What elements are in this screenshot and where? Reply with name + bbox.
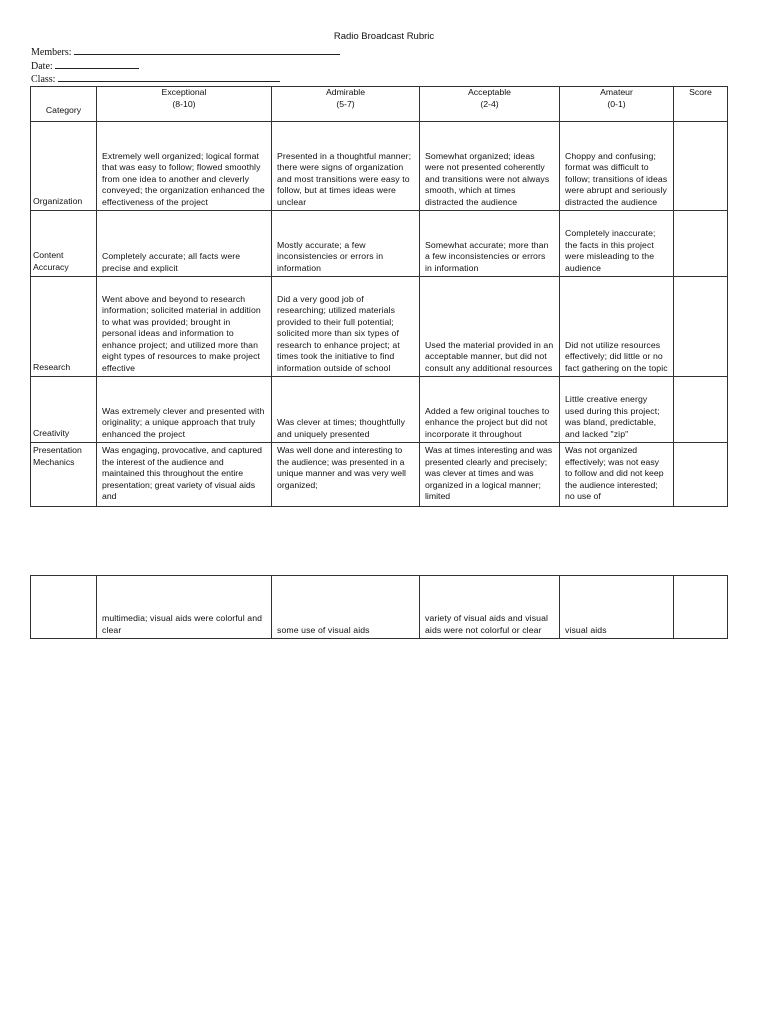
score-cell[interactable] [674, 211, 728, 277]
level-name: Amateur [600, 87, 633, 97]
criteria-cell: Somewhat accurate; more than a few inconsistencies or errors in information [420, 211, 560, 277]
level-range: (5-7) [336, 98, 355, 109]
criteria-cell: Was extremely clever and presented with originality; a unique approach that truly enhanced the project [97, 377, 272, 443]
table-row-presentation-mechanics [31, 443, 728, 507]
category-cell: Content Accuracy [31, 211, 97, 277]
category-cell: Presentation Mechanics [31, 443, 97, 507]
criteria-cell: Little creative energy used during this project; was bland, predictable, and lacked "zip" [560, 377, 674, 443]
level-header-exceptional [97, 87, 272, 122]
score-cell[interactable] [674, 122, 728, 211]
criteria-cell: Was well done and interesting to the audience; was presented in a unique manner and was very well organized; [272, 443, 420, 507]
table-row-continuation [31, 576, 728, 639]
criteria-cell: multimedia; visual aids were colorful and clear [97, 576, 272, 639]
score-cell[interactable] [674, 443, 728, 507]
level-header-admirable [272, 87, 420, 122]
category-cell: Research [31, 277, 97, 377]
criteria-cell: Somewhat organized; ideas were not presented coherently and transitions were not always smooth, which at times distracted the audience [420, 122, 560, 211]
category-cell [31, 576, 97, 639]
header-fields [31, 46, 340, 87]
criteria-cell: Added a few original touches to enhance the project but did not incorporate it throughout [420, 377, 560, 443]
score-header: Score [674, 87, 728, 122]
table-row-research [31, 277, 728, 377]
level-name: Exceptional [161, 87, 207, 97]
level-range: (0-1) [607, 98, 626, 109]
class-field [31, 73, 340, 87]
level-range: (8-10) [172, 98, 196, 109]
criteria-cell: Presented in a thoughtful manner; there were signs of organization and most transitions were easy to follow, but at times ideas were unclear [272, 122, 420, 211]
criteria-cell: Was engaging, provocative, and captured the interest of the audience and maintained this throughout the entire presentation; great variety of visual aids and [97, 443, 272, 507]
date-label: Date: [31, 60, 53, 72]
level-range: (2-4) [480, 98, 499, 109]
criteria-cell: Was clever at times; thoughtfully and uniquely presented [272, 377, 420, 443]
criteria-cell: Used the material provided in an acceptable manner, but did not consult any additional resources [420, 277, 560, 377]
criteria-cell: Was at times interesting and was presented clearly and precisely; was clever at times and was organized in a logical manner; limited [420, 443, 560, 507]
class-label: Class: [31, 74, 56, 85]
category-cell: Creativity [31, 377, 97, 443]
category-cell: Organization [31, 122, 97, 211]
level-header-acceptable [420, 87, 560, 122]
level-name: Admirable [325, 87, 366, 97]
date-field [31, 60, 340, 74]
criteria-cell: Completely inaccurate; the facts in this project were misleading to the audience [560, 211, 674, 277]
criteria-cell: Did not utilize resources effectively; did little or no fact gathering on the topic [560, 277, 674, 377]
criteria-cell: Mostly accurate; a few inconsistencies or errors in information [272, 211, 420, 277]
score-cell[interactable] [674, 277, 728, 377]
criteria-cell: Completely accurate; all facts were precise and explicit [97, 211, 272, 277]
rubric-table-continuation [30, 575, 728, 639]
score-cell[interactable] [674, 576, 728, 639]
criteria-cell: visual aids [560, 576, 674, 639]
rubric-table [30, 86, 728, 507]
members-field [31, 46, 340, 60]
score-cell[interactable] [674, 377, 728, 443]
members-input-line[interactable] [74, 46, 340, 55]
table-row-content-accuracy [31, 211, 728, 277]
date-input-line[interactable] [55, 60, 139, 69]
criteria-cell: Choppy and confusing; format was difficult to follow; transitions of ideas were abrupt and seriously distracted the audience [560, 122, 674, 211]
criteria-cell: variety of visual aids and visual aids were not colorful or clear [420, 576, 560, 639]
table-row-creativity [31, 377, 728, 443]
criteria-cell: Did a very good job of researching; utilized materials provided to their full potential; solicited more than six types of research to enhance project; at times took the initiative to find information outside of school [272, 277, 420, 377]
criteria-cell: Went above and beyond to research information; solicited material in addition to what was provided; brought in personal ideas and information to enhance project; and utilized more than eight types of resources to make project effective [97, 277, 272, 377]
level-header-amateur [560, 87, 674, 122]
document-title: Radio Broadcast Rubric [333, 31, 435, 42]
header-row [31, 87, 728, 122]
table-row-organization [31, 122, 728, 211]
members-label: Members: [31, 47, 72, 58]
category-header: Category [31, 87, 97, 122]
criteria-cell: some use of visual aids [272, 576, 420, 639]
criteria-cell: Extremely well organized; logical format that was easy to follow; flowed smoothly from one idea to another and cleverly conveyed; the organization enhanced the effectiveness of the project [97, 122, 272, 211]
criteria-cell: Was not organized effectively; was not easy to follow and did not keep the audience interested; no use of [560, 443, 674, 507]
class-input-line[interactable] [58, 73, 280, 82]
level-name: Acceptable [468, 87, 511, 97]
